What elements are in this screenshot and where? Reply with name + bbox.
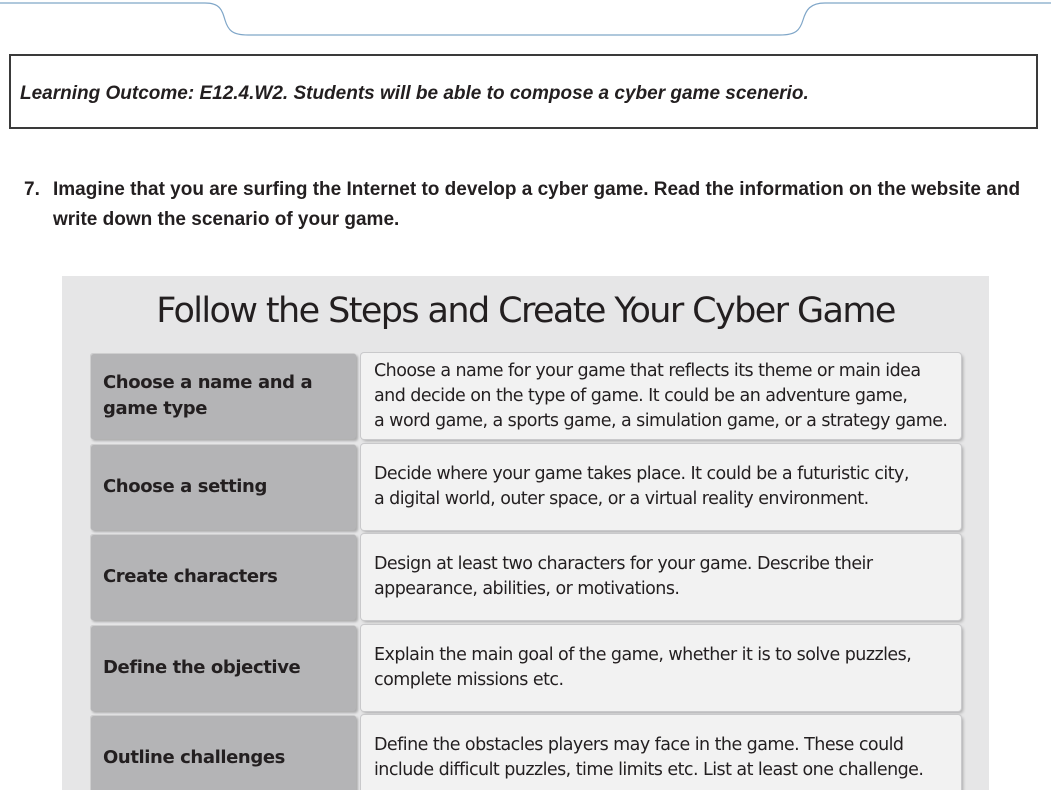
step-label [90, 715, 356, 790]
step-description-text: Design at least two characters for your game. Describe their appearance, abilities, or motivations. [374, 554, 873, 599]
step-label-text: Choose a name and a game type [103, 372, 313, 419]
step-label [90, 534, 356, 620]
step-description [361, 444, 961, 530]
step-label [90, 625, 356, 711]
step-label-text: Define the objective [103, 657, 301, 678]
learning-outcome-text: Learning Outcome: E12.4.W2. Students will be able to compose a cyber game scenerio. [20, 83, 809, 104]
step-description [361, 353, 961, 439]
question-number: 7. [24, 179, 40, 200]
step-description [361, 534, 961, 620]
learning-outcome-box [9, 54, 1038, 129]
step-label-text: Outline challenges [103, 747, 285, 768]
step-row [90, 625, 961, 711]
step-description-text: Define the obstacles players may face in the game. These could include difficult puzzles, time limits etc. List at least one challenge. [374, 735, 924, 780]
step-description-text: Decide where your game takes place. It could be a futuristic city, a digital world, outer space, or a virtual reality environment. [374, 464, 909, 509]
panel-title: Follow the Steps and Create Your Cyber Game [156, 291, 895, 331]
question-text: Imagine that you are surfing the Internet to develop a cyber game. Read the information on the website and write down the scenario of your game. [53, 179, 1021, 230]
step-row [90, 444, 961, 530]
page-header-tab [0, 0, 1051, 40]
step-label [90, 353, 356, 439]
step-label-text: Create characters [103, 566, 278, 587]
step-description-text: Choose a name for your game that reflects its theme or main idea and decide on the type of game. It could be an adventure game, a word game, a sports game, a simulation game, or a strategy game. [374, 360, 948, 431]
step-description [361, 625, 961, 711]
step-label-text: Choose a setting [103, 476, 267, 497]
step-description-text: Explain the main goal of the game, whether it is to solve puzzles, complete missions etc. [374, 645, 912, 690]
step-row [90, 715, 961, 790]
step-label [90, 444, 356, 530]
steps-panel [62, 276, 989, 790]
step-description [361, 715, 961, 790]
step-row [90, 534, 961, 620]
step-row [90, 353, 961, 439]
